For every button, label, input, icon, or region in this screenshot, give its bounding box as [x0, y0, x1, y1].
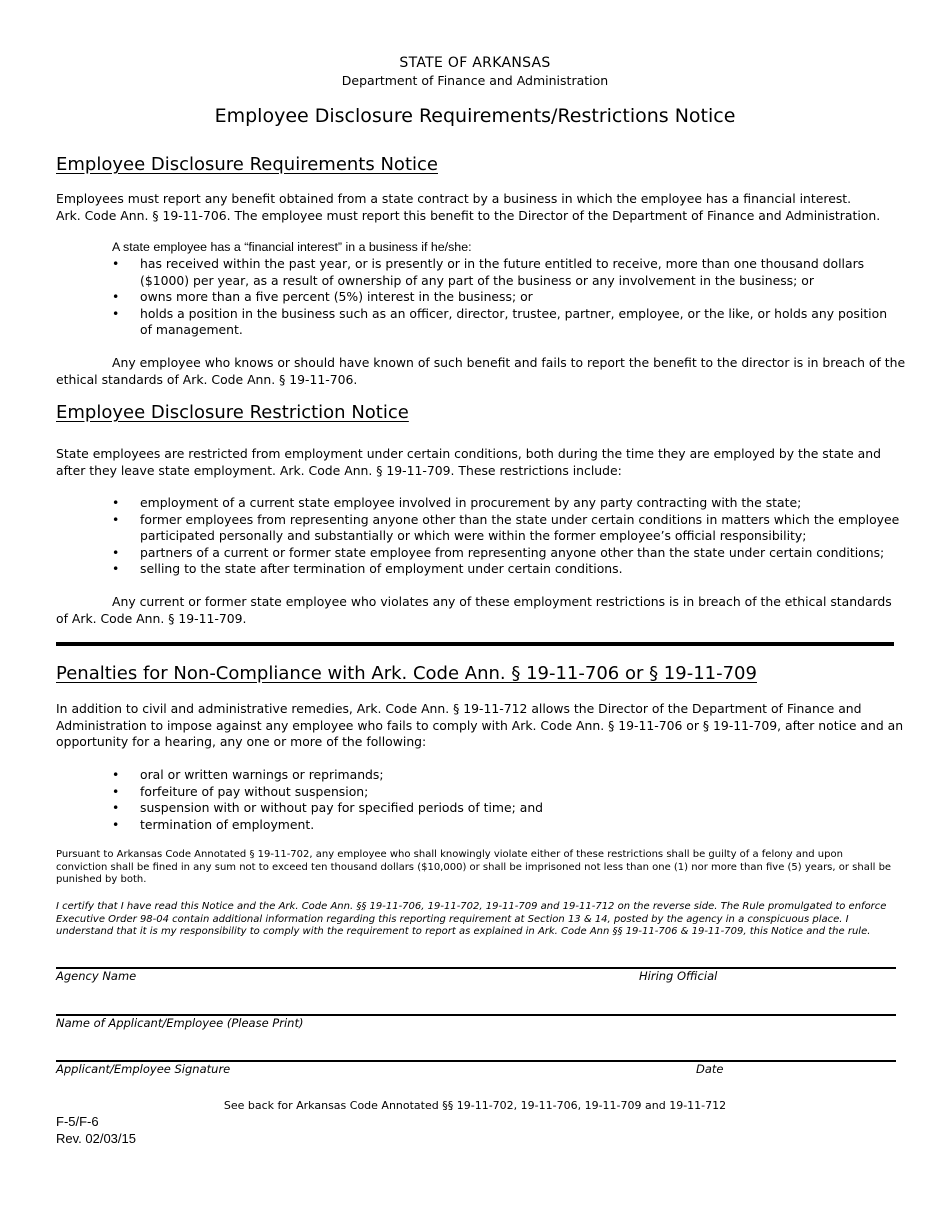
section-heading-restriction: Employee Disclosure Restriction Notice	[56, 402, 409, 423]
bullet-icon: •	[112, 256, 120, 271]
list-item: • termination of employment.	[112, 816, 315, 832]
disclosure-intro-line-1: Employees must report any benefit obtained from a state contract by a business in which the employee has a financial interest.	[56, 191, 852, 206]
section-heading-disclosure-requirements: Employee Disclosure Requirements Notice	[56, 154, 438, 175]
bullet-icon: •	[112, 561, 120, 576]
certification-statement: I certify that I have read this Notice and the Ark. Code Ann. §§ 19-11-706, 19-11-702, 19-11-709 and 19-11-712 on the reverse side. The Rule promulgated to enforce Executive Order 98-04 contain additional information regarding this reporting requirement at Section 13 & 14, posted by the agency in a conspicuous place. I understand that it is my responsibility to comply with the requirement to report as explained in Ark. Code Ann §§ 19-11-706 & 19-11-709, this Notice and the rule.	[56, 901, 887, 937]
financial-interest-list	[112, 256, 902, 339]
see-back-note: See back for Arkansas Code Annotated §§ 19-11-702, 19-11-706, 19-11-709 and 19-11-712	[223, 1099, 727, 1112]
date-label: Date	[696, 1062, 724, 1076]
disclosure-intro-line-2: Ark. Code Ann. § 19-11-706. The employee must report this benefit to the Director of the Department of Finance and Administration.	[56, 207, 881, 223]
form-number: F-5/F-6	[56, 1114, 99, 1129]
bullet-icon: •	[112, 800, 120, 815]
revision-date: Rev. 02/03/15	[56, 1131, 136, 1146]
agency-name-label: Agency Name	[56, 969, 137, 983]
disclosure-closing: Any employee who knows or should have known of such benefit and fails to report the benefit to the director is in breach of the ethical standards of Ark. Code Ann. § 19-11-706.	[56, 355, 906, 387]
list-item: • suspension with or without pay for specified periods of time; and	[112, 800, 544, 815]
hiring-official-label: Hiring Official	[639, 969, 718, 983]
penalties-intro: In addition to civil and administrative remedies, Ark. Code Ann. § 19-11-712 allows the Director of the Department of Finance and Administration to impose against any employee who fails to comply with Ark. Code Ann. § 19-11-706 or § 19-11-709, after notice and an opportunity for a hearing, any one or more of the following:	[56, 701, 904, 749]
restriction-list	[112, 495, 902, 578]
list-item: • partners of a current or former state employee from representing anyone other than the state under certain conditions;	[112, 544, 885, 560]
list-item: • employment of a current state employee involved in procurement by any party contracting with the state;	[112, 495, 802, 510]
list-item: • oral or written warnings or reprimands;	[112, 767, 384, 782]
list-item: • former employees from representing anyone other than the state under certain conditions in matters which the employee participated personally and substantially or which were within the former employee’s official responsibility;	[112, 511, 900, 543]
list-item: • has received within the past year, or is presently or in the future entitled to receive, more than one thousand dollars ($1000) per year, as a result of ownership of any part of the business or any involvement in the business; or	[112, 256, 865, 288]
page-title: Employee Disclosure Requirements/Restrictions Notice	[214, 105, 736, 127]
bullet-icon: •	[112, 816, 120, 832]
bullet-icon: •	[112, 544, 120, 560]
department-name: Department of Finance and Administration	[341, 73, 609, 88]
state-name: STATE OF ARKANSAS	[399, 55, 551, 71]
section-heading-penalties: Penalties for Non-Compliance with Ark. Code Ann. § 19-11-706 or § 19-11-709	[56, 663, 757, 684]
bullet-icon: •	[112, 511, 120, 527]
financial-interest-lead: A state employee has a “financial interest” in a business if he/she:	[112, 240, 472, 254]
bullet-icon: •	[112, 305, 120, 321]
applicant-signature-label: Applicant/Employee Signature	[56, 1062, 231, 1076]
bullet-icon: •	[112, 289, 120, 304]
applicant-name-label: Name of Applicant/Employee (Please Print)	[56, 1016, 304, 1030]
section-divider	[56, 642, 894, 646]
list-item: • forfeiture of pay without suspension;	[112, 783, 369, 799]
list-item: • owns more than a five percent (5%) interest in the business; or	[112, 289, 533, 304]
bullet-icon: •	[112, 495, 120, 510]
bullet-icon: •	[112, 767, 120, 782]
agency-signature-line[interactable]	[56, 967, 896, 969]
penalties-list	[112, 767, 902, 833]
bullet-icon: •	[112, 783, 120, 799]
disclosure-intro	[56, 191, 906, 224]
list-item: • selling to the state after termination of employment under certain conditions.	[112, 561, 623, 576]
felony-note: Pursuant to Arkansas Code Annotated § 19-11-702, any employee who shall knowingly violate either of these restrictions shall be guilty of a felony and upon conviction shall be fined in any sum not to exceed ten thousand dollars ($10,000) or shall be imprisoned not less than one (1) nor more than five (5) years, or shall be punished by both.	[56, 849, 892, 885]
restriction-closing: Any current or former state employee who violates any of these employment restrictions is in breach of the ethical standards of Ark. Code Ann. § 19-11-709.	[56, 594, 892, 626]
restriction-intro: State employees are restricted from employment under certain conditions, both during the time they are employed by the state and after they leave state employment. Ark. Code Ann. § 19-11-709. These restrictions include:	[56, 446, 881, 478]
list-item: • holds a position in the business such as an officer, director, trustee, partner, employee, or the like, or holds any position of management.	[112, 305, 888, 337]
